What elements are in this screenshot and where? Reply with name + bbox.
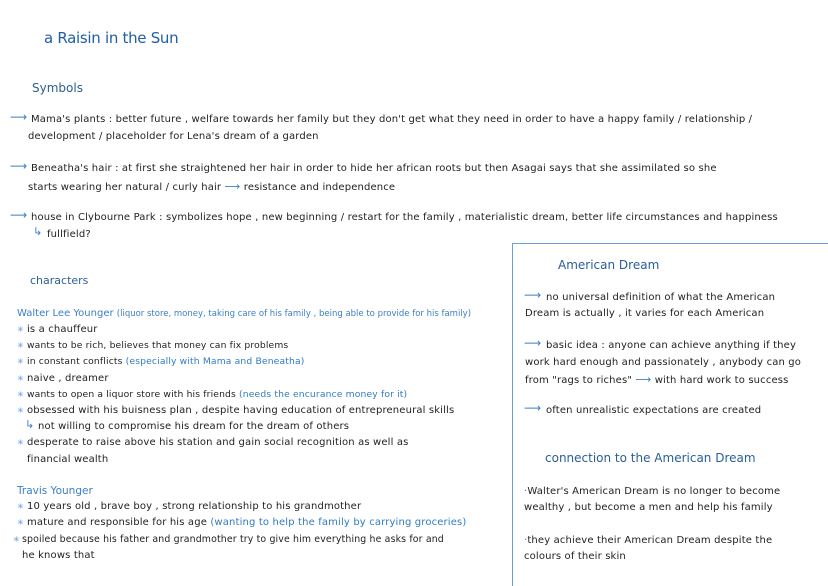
travis-b3-line1: spoiled because his father and grandmother try to give him everything he asks for and	[22, 534, 444, 545]
travis-heading: Travis Younger	[17, 485, 93, 497]
walter-b5-note: (needs the encurance money for it)	[239, 389, 408, 400]
hook-arrow-icon: ↳	[25, 418, 35, 431]
arrow-icon: ⟶	[524, 336, 542, 350]
symbol-hair-line2	[28, 180, 395, 193]
symbol-house-line2: fullfield?	[47, 229, 91, 240]
bullet-icon: ✳	[17, 502, 24, 511]
walter-b5-text: wants to open a liquor store with his friends	[27, 389, 236, 400]
walter-b3-note: (especially with Mama and Beneatha)	[125, 356, 305, 367]
walter-b6: obsessed with his buisness plan , despite having education of entrepreneural skills	[27, 405, 455, 416]
arrow-icon: ⟶	[635, 373, 652, 386]
arrow-icon: ⟶	[524, 288, 542, 302]
walter-b3-text: in constant conflicts	[27, 356, 123, 367]
symbol-hair-line1: Beneatha's hair : at first she straightened her hair in order to hide her african roots but then Asagai says that she assimilated so she	[31, 163, 717, 174]
arrow-icon: ⟶	[524, 401, 542, 415]
walter-b7-line2: financial wealth	[27, 454, 109, 465]
bullet-icon: ✳	[17, 374, 24, 383]
panel-divider-horizontal	[512, 243, 828, 244]
ad-p1-line1: no universal definition of what the American	[546, 292, 776, 303]
walter-heading	[17, 308, 471, 319]
bullet-icon: ✳	[17, 357, 24, 366]
bullet-icon: ✳	[17, 390, 24, 399]
symbol-plants-line1: Mama's plants : better future , welfare towards her family but they don't get what they need in order to have a happy family / relationship /	[31, 114, 753, 125]
ad-p2-line3-text: from "rags to riches"	[525, 375, 633, 386]
symbol-house-line1: house in Clybourne Park : symbolizes hope , new beginning / restart for the family , materialistic dream, better life circumstances and happiness	[31, 212, 778, 223]
symbol-hair-line2-text: starts wearing her natural / curly hair	[28, 182, 222, 193]
bullet-icon: ✳	[17, 325, 24, 334]
walter-b5	[27, 389, 407, 400]
ad-p1-line2: Dream is actually , it varies for each American	[525, 308, 765, 319]
travis-b2-note: (wanting to help the family by carrying groceries)	[210, 517, 467, 528]
ad-p2-line3-rest: with hard work to success	[654, 375, 789, 386]
bullet-icon: ✳	[17, 341, 24, 350]
walter-b4: naive , dreamer	[27, 373, 109, 384]
ad-p2-line3	[525, 373, 789, 386]
connection-heading: connection to the American Dream	[545, 451, 756, 465]
bullet-icon: ·	[524, 535, 528, 546]
bullet-icon: ✳	[17, 406, 24, 415]
ad-p2-line1: basic idea : anyone can achieve anything if they	[546, 340, 797, 351]
walter-name: Walter Lee Younger	[17, 308, 114, 319]
ad-p2-line2: work hard enough and passionately , anybody can go	[525, 357, 802, 368]
conn-p2-line2: colours of their skin	[524, 551, 626, 562]
conn-p2-line1-text: they achieve their American Dream despite the	[527, 535, 773, 546]
walter-b6-sub: not willing to compromise his dream for the dream of others	[38, 421, 350, 432]
arrow-icon: ⟶	[10, 159, 28, 173]
travis-b2-text: mature and responsible for his age	[27, 517, 208, 528]
arrow-icon: ⟶	[10, 110, 28, 124]
symbol-hair-line2-rest: resistance and independence	[243, 182, 396, 193]
travis-b3-line2: he knows that	[22, 550, 95, 561]
walter-note: (liquor store, money, taking care of his family , being able to provide for his family)	[116, 309, 472, 319]
conn-p1-line2: wealthy , but become a men and help his family	[524, 502, 773, 513]
panel-divider-vertical	[512, 243, 513, 586]
page-title: a Raisin in the Sun	[44, 29, 179, 47]
walter-b3	[27, 356, 305, 367]
walter-b7-line1: desperate to raise above his station and gain social recognition as well as	[27, 437, 409, 448]
arrow-icon: ⟶	[10, 208, 28, 222]
travis-b1: 10 years old , brave boy , strong relationship to his grandmother	[27, 501, 362, 512]
bullet-icon: ·	[524, 486, 528, 497]
travis-b2	[27, 517, 466, 528]
walter-b2: wants to be rich, believes that money can fix problems	[27, 340, 289, 351]
american-dream-heading: American Dream	[558, 258, 660, 272]
ad-p3: often unrealistic expectations are created	[546, 405, 762, 416]
bullet-icon: ✳	[17, 518, 24, 527]
conn-p2-line1	[524, 535, 772, 546]
hook-arrow-icon: ↳	[33, 225, 43, 238]
walter-b1: is a chauffeur	[27, 324, 98, 335]
arrow-icon: ⟶	[224, 180, 241, 193]
bullet-icon: ✳	[17, 438, 24, 447]
symbol-plants-line2: development / placeholder for Lena's dream of a garden	[28, 131, 319, 142]
conn-p1-line1	[524, 486, 780, 497]
conn-p1-line1-text: Walter's American Dream is no longer to become	[527, 486, 781, 497]
bullet-icon: ✳	[13, 535, 20, 544]
symbols-heading: Symbols	[32, 81, 83, 95]
characters-heading: characters	[30, 274, 89, 287]
